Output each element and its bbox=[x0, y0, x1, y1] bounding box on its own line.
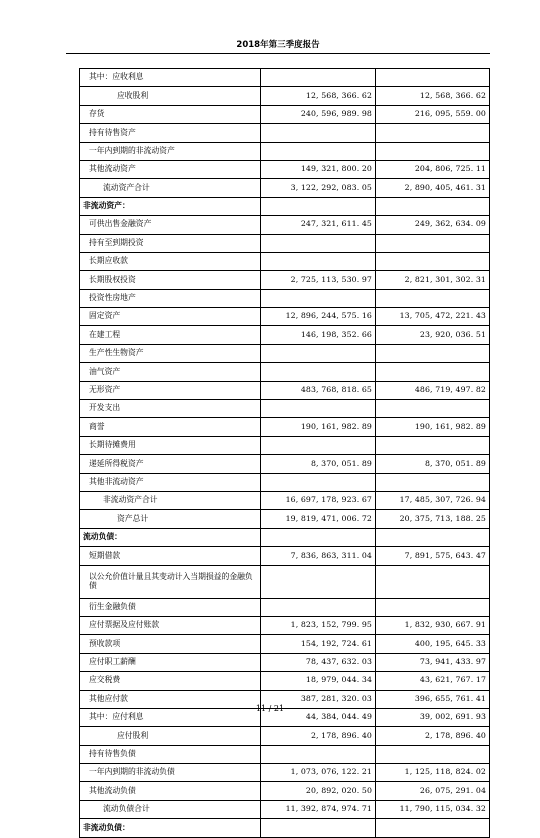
table-row bbox=[80, 142, 490, 160]
year-start-value bbox=[376, 436, 490, 454]
row-label: 其他非流动资产 bbox=[80, 473, 261, 491]
section-heading: 非流动资产： bbox=[80, 197, 261, 215]
row-label: 预收款项 bbox=[80, 635, 261, 653]
section-heading: 非流动负债： bbox=[80, 819, 261, 837]
report-header-title: 2018年第三季度报告 bbox=[236, 40, 320, 50]
period-end-value bbox=[261, 142, 376, 160]
table-row bbox=[80, 197, 490, 215]
row-label: 在建工程 bbox=[80, 326, 261, 344]
year-start-value: 400, 195, 645. 33 bbox=[376, 635, 490, 653]
year-start-value: 17, 485, 307, 726. 94 bbox=[376, 491, 490, 509]
year-start-value: 486, 719, 497. 82 bbox=[376, 381, 490, 399]
table-row bbox=[80, 326, 490, 344]
year-start-value: 20, 375, 713, 188. 25 bbox=[376, 510, 490, 528]
table-row bbox=[80, 179, 490, 197]
period-end-value bbox=[261, 344, 376, 362]
period-end-value bbox=[261, 197, 376, 215]
section-heading: 流动负债： bbox=[80, 528, 261, 546]
table-row bbox=[80, 381, 490, 399]
year-start-value bbox=[376, 400, 490, 418]
year-start-value: 11, 790, 115, 034. 32 bbox=[376, 800, 490, 818]
table-row bbox=[80, 418, 490, 436]
row-label: 油气资产 bbox=[80, 363, 261, 381]
row-label: 持有至到期投资 bbox=[80, 234, 261, 252]
period-end-value bbox=[261, 289, 376, 307]
table-row bbox=[80, 473, 490, 491]
period-end-value: 18, 979, 044. 34 bbox=[261, 672, 376, 690]
year-start-value: 43, 621, 767. 17 bbox=[376, 672, 490, 690]
table-row bbox=[80, 745, 490, 763]
table-row bbox=[80, 819, 490, 837]
row-label: 固定资产 bbox=[80, 308, 261, 326]
table-row bbox=[80, 234, 490, 252]
year-start-value bbox=[376, 197, 490, 215]
table-row bbox=[80, 510, 490, 528]
year-start-value: 2, 821, 301, 302. 31 bbox=[376, 271, 490, 289]
period-end-value: 247, 321, 611. 45 bbox=[261, 216, 376, 234]
row-label: 应收股利 bbox=[80, 87, 261, 105]
row-label: 其中：应收利息 bbox=[80, 69, 261, 87]
period-end-value bbox=[261, 819, 376, 837]
table-row bbox=[80, 547, 490, 565]
period-end-value bbox=[261, 124, 376, 142]
year-start-value: 26, 075, 291. 04 bbox=[376, 782, 490, 800]
year-start-value bbox=[376, 344, 490, 362]
table-row bbox=[80, 105, 490, 123]
row-label: 持有待售资产 bbox=[80, 124, 261, 142]
period-end-value: 149, 321, 800. 20 bbox=[261, 160, 376, 178]
period-end-value: 11, 392, 874, 974. 71 bbox=[261, 800, 376, 818]
period-end-value: 20, 892, 020. 50 bbox=[261, 782, 376, 800]
period-end-value bbox=[261, 528, 376, 546]
period-end-value: 44, 384, 044. 49 bbox=[261, 708, 376, 726]
table-row bbox=[80, 672, 490, 690]
row-label: 可供出售金融资产 bbox=[80, 216, 261, 234]
table-row bbox=[80, 160, 490, 178]
year-start-value bbox=[376, 252, 490, 270]
row-label: 短期借款 bbox=[80, 547, 261, 565]
row-label: 其中：应付利息 bbox=[80, 708, 261, 726]
table-row bbox=[80, 528, 490, 546]
year-start-value: 204, 806, 725. 11 bbox=[376, 160, 490, 178]
table-row bbox=[80, 252, 490, 270]
year-start-value: 73, 941, 433. 97 bbox=[376, 653, 490, 671]
table-row bbox=[80, 87, 490, 105]
table-row bbox=[80, 727, 490, 745]
table-row bbox=[80, 271, 490, 289]
page-number: 11 / 21 bbox=[255, 704, 285, 713]
row-label: 开发支出 bbox=[80, 400, 261, 418]
year-start-value bbox=[376, 528, 490, 546]
period-end-value bbox=[261, 252, 376, 270]
year-start-value: 2, 178, 896. 40 bbox=[376, 727, 490, 745]
year-start-value bbox=[376, 142, 490, 160]
year-start-value bbox=[376, 745, 490, 763]
period-end-value bbox=[261, 363, 376, 381]
period-end-value: 387, 281, 320. 03 bbox=[261, 690, 376, 708]
balance-sheet-table bbox=[79, 68, 490, 838]
row-label: 一年内到期的非流动负债 bbox=[80, 764, 261, 782]
table-row bbox=[80, 616, 490, 634]
table-row bbox=[80, 289, 490, 307]
year-start-value: 1, 832, 930, 667. 91 bbox=[376, 616, 490, 634]
year-start-value: 39, 002, 691. 93 bbox=[376, 708, 490, 726]
row-label: 流动负债合计 bbox=[80, 800, 261, 818]
period-end-value: 19, 819, 471, 006. 72 bbox=[261, 510, 376, 528]
year-start-value: 249, 362, 634. 09 bbox=[376, 216, 490, 234]
table-row bbox=[80, 598, 490, 616]
table-row bbox=[80, 565, 490, 598]
row-label: 长期股权投资 bbox=[80, 271, 261, 289]
row-label: 长期应收款 bbox=[80, 252, 261, 270]
row-label: 持有待售负债 bbox=[80, 745, 261, 763]
table-row bbox=[80, 782, 490, 800]
row-label: 流动资产合计 bbox=[80, 179, 261, 197]
year-start-value bbox=[376, 598, 490, 616]
year-start-value bbox=[376, 234, 490, 252]
table-row bbox=[80, 653, 490, 671]
table-row bbox=[80, 216, 490, 234]
table-row bbox=[80, 764, 490, 782]
year-start-value bbox=[376, 363, 490, 381]
period-end-value: 146, 198, 352. 66 bbox=[261, 326, 376, 344]
row-label: 应交税费 bbox=[80, 672, 261, 690]
period-end-value bbox=[261, 745, 376, 763]
row-label: 以公允价值计量且其变动计入当期损益的金融负债 bbox=[80, 565, 261, 598]
period-end-value: 16, 697, 178, 923. 67 bbox=[261, 491, 376, 509]
row-label: 衍生金融负债 bbox=[80, 598, 261, 616]
period-end-value: 1, 073, 076, 122. 21 bbox=[261, 764, 376, 782]
year-start-value: 396, 655, 761. 41 bbox=[376, 690, 490, 708]
row-label: 商誉 bbox=[80, 418, 261, 436]
year-start-value: 1, 125, 118, 824. 02 bbox=[376, 764, 490, 782]
year-start-value: 216, 095, 559. 00 bbox=[376, 105, 490, 123]
period-end-value: 8, 370, 051. 89 bbox=[261, 455, 376, 473]
table-row bbox=[80, 455, 490, 473]
table-row bbox=[80, 491, 490, 509]
year-start-value: 12, 568, 366. 62 bbox=[376, 87, 490, 105]
year-start-value: 190, 161, 982. 89 bbox=[376, 418, 490, 436]
row-label: 存货 bbox=[80, 105, 261, 123]
year-start-value bbox=[376, 565, 490, 598]
row-label: 非流动资产合计 bbox=[80, 491, 261, 509]
row-label: 其他应付款 bbox=[80, 690, 261, 708]
period-end-value bbox=[261, 565, 376, 598]
period-end-value: 12, 568, 366. 62 bbox=[261, 87, 376, 105]
table-row bbox=[80, 69, 490, 87]
balance-sheet-body bbox=[80, 69, 490, 838]
period-end-value: 483, 768, 818. 65 bbox=[261, 381, 376, 399]
header-divider bbox=[66, 53, 490, 54]
period-end-value: 240, 596, 989. 98 bbox=[261, 105, 376, 123]
period-end-value bbox=[261, 400, 376, 418]
table-row bbox=[80, 400, 490, 418]
year-start-value bbox=[376, 289, 490, 307]
period-end-value: 154, 192, 724. 61 bbox=[261, 635, 376, 653]
row-label: 其他流动资产 bbox=[80, 160, 261, 178]
row-label: 一年内到期的非流动资产 bbox=[80, 142, 261, 160]
row-label: 长期待摊费用 bbox=[80, 436, 261, 454]
year-start-value: 13, 705, 472, 221. 43 bbox=[376, 308, 490, 326]
period-end-value: 1, 823, 152, 799. 95 bbox=[261, 616, 376, 634]
period-end-value: 190, 161, 982. 89 bbox=[261, 418, 376, 436]
period-end-value bbox=[261, 473, 376, 491]
year-start-value bbox=[376, 124, 490, 142]
row-label: 应付票据及应付账款 bbox=[80, 616, 261, 634]
row-label: 投资性房地产 bbox=[80, 289, 261, 307]
year-start-value bbox=[376, 473, 490, 491]
period-end-value bbox=[261, 598, 376, 616]
period-end-value bbox=[261, 69, 376, 87]
row-label: 应付股利 bbox=[80, 727, 261, 745]
period-end-value: 3, 122, 292, 083. 05 bbox=[261, 179, 376, 197]
row-label: 生产性生物资产 bbox=[80, 344, 261, 362]
table-row bbox=[80, 308, 490, 326]
table-row bbox=[80, 800, 490, 818]
period-end-value bbox=[261, 234, 376, 252]
year-start-value bbox=[376, 819, 490, 837]
year-start-value: 8, 370, 051. 89 bbox=[376, 455, 490, 473]
year-start-value: 23, 920, 036. 51 bbox=[376, 326, 490, 344]
period-end-value: 12, 896, 244, 575. 16 bbox=[261, 308, 376, 326]
table-row bbox=[80, 124, 490, 142]
row-label: 其他流动负债 bbox=[80, 782, 261, 800]
row-label: 应付职工薪酬 bbox=[80, 653, 261, 671]
table-row bbox=[80, 363, 490, 381]
period-end-value bbox=[261, 436, 376, 454]
period-end-value: 2, 725, 113, 530. 97 bbox=[261, 271, 376, 289]
table-row bbox=[80, 344, 490, 362]
row-label: 递延所得税资产 bbox=[80, 455, 261, 473]
row-label: 资产总计 bbox=[80, 510, 261, 528]
period-end-value: 2, 178, 896. 40 bbox=[261, 727, 376, 745]
table-row bbox=[80, 436, 490, 454]
year-start-value: 2, 890, 405, 461. 31 bbox=[376, 179, 490, 197]
period-end-value: 78, 437, 632. 03 bbox=[261, 653, 376, 671]
year-start-value bbox=[376, 69, 490, 87]
year-start-value: 7, 891, 575, 643. 47 bbox=[376, 547, 490, 565]
row-label: 无形资产 bbox=[80, 381, 261, 399]
period-end-value: 7, 836, 863, 311. 04 bbox=[261, 547, 376, 565]
table-row bbox=[80, 635, 490, 653]
